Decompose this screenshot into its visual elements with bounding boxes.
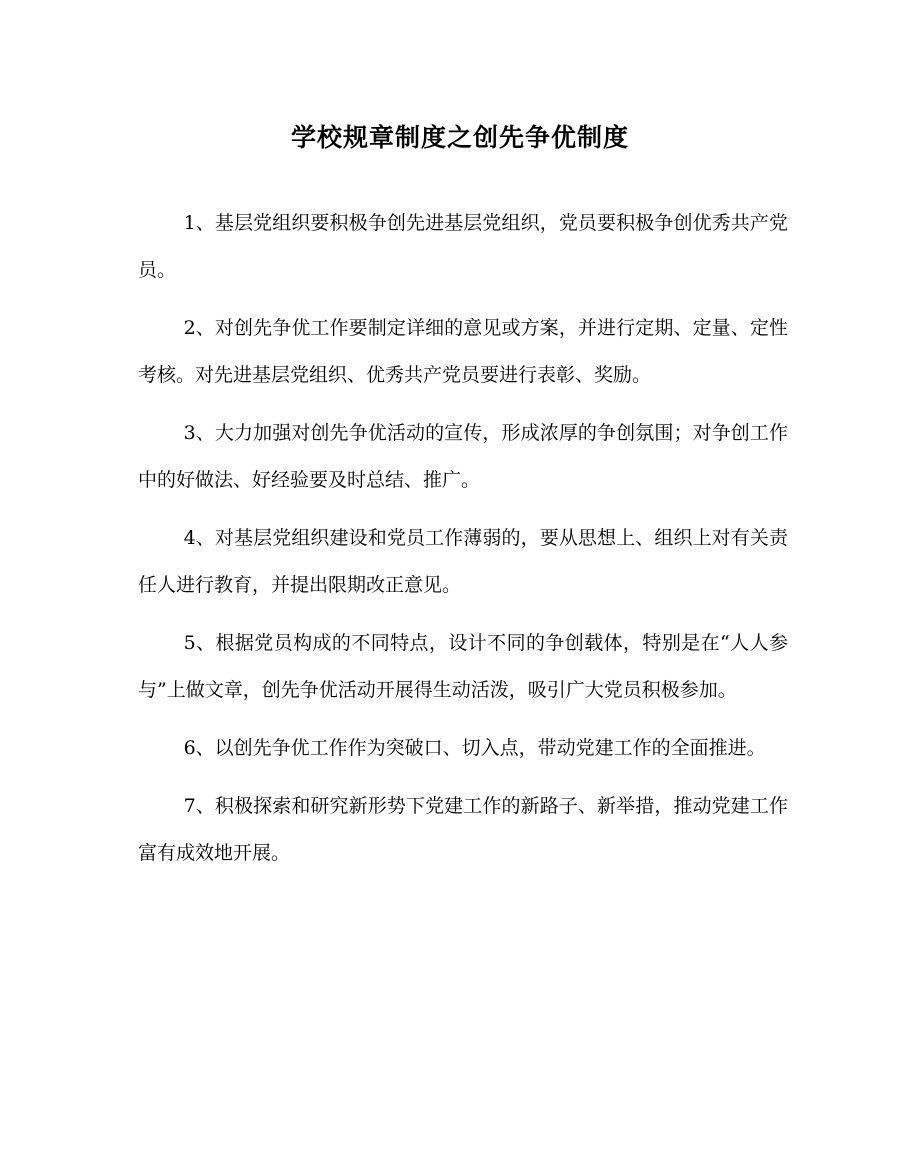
paragraph-5: 5、根据党员构成的不同特点，设计不同的争创载体，特别是在“人人参与”上做文章，创先争优活动开展得生动活泼，吸引广大党员积极参加。 bbox=[138, 632, 788, 701]
paragraph-6: 6、以创先争优工作作为突破口、切入点，带动党建工作的全面推进。 bbox=[183, 737, 766, 759]
document-title: 学校规章制度之创先争优制度 bbox=[290, 123, 629, 152]
paragraph-1: 1、基层党组织要积极争创先进基层党组织，党员要积极争创优秀共产党员。 bbox=[138, 212, 788, 281]
paragraph-3: 3、大力加强对创先争优活动的宣传，形成浓厚的争创氛围；对争创工作中的好做法、好经验要及时总结、推广。 bbox=[138, 422, 788, 491]
paragraph-4: 4、对基层党组织建设和党员工作薄弱的，要从思想上、组织上对有关责任人进行教育，并提出限期改正意见。 bbox=[138, 527, 788, 596]
document-body bbox=[138, 200, 788, 888]
paragraph-2: 2、对创先争优工作要制定详细的意见或方案，并进行定期、定量、定性考核。对先进基层党组织、优秀共产党员要进行表彰、奖励。 bbox=[138, 317, 788, 386]
paragraph-7: 7、积极探索和研究新形势下党建工作的新路子、新举措，推动党建工作富有成效地开展。 bbox=[138, 795, 788, 864]
